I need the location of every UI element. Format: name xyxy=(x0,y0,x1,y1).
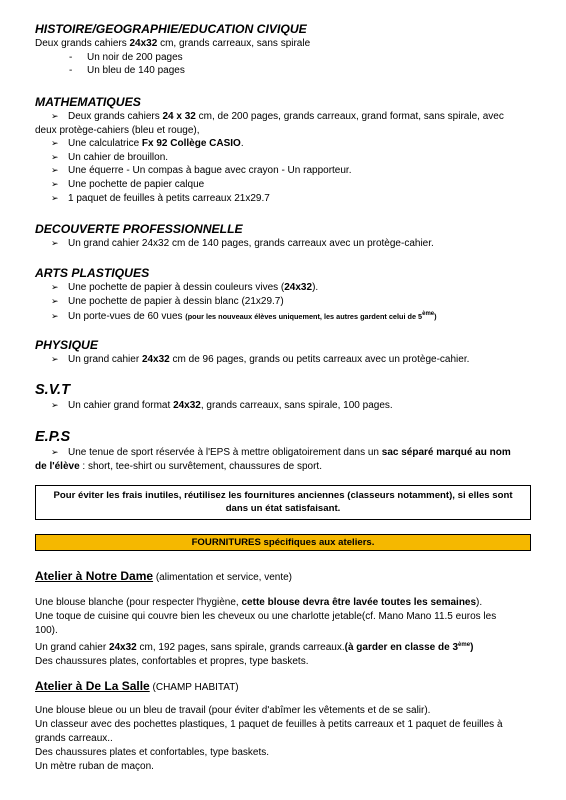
list-item xyxy=(35,51,310,65)
list-item xyxy=(35,164,504,178)
arrow-bullet-icon: ➢ xyxy=(51,311,59,322)
section-atelier-de-la-salle xyxy=(35,678,503,774)
text: . xyxy=(240,138,244,150)
section-eps xyxy=(35,428,511,473)
notice-line: Pour éviter les frais inutiles, réutilisez les fournitures anciennes (classeurs notamment), si elles sont xyxy=(53,490,513,501)
section-title: S.V.T xyxy=(35,382,70,398)
arrow-bullet-icon: ➢ xyxy=(51,295,59,306)
arrow-bullet-icon: ➢ xyxy=(51,354,59,364)
text: cm, grands carreaux, sans spirale xyxy=(157,38,311,49)
text-bold: 24x32 xyxy=(284,282,313,293)
arrow-bullet-icon: ➢ xyxy=(51,111,59,121)
section-heading xyxy=(35,678,503,696)
section-title: MATHEMATIQUES xyxy=(35,95,141,109)
section-title: HISTOIRE/GEOGRAPHIE/EDUCATION CIVIQUE xyxy=(35,22,307,36)
text: Une pochette de papier à dessin couleurs vives ( xyxy=(68,282,285,293)
text: , grands carreaux, sans spirale, 100 pages. xyxy=(200,400,393,411)
list-item xyxy=(35,353,469,367)
text: cm, 192 pages, sans spirale, grands carreaux. xyxy=(136,642,345,653)
list-item-continuation xyxy=(35,460,511,474)
list-item: Des chaussures plates et confortables, type baskets. xyxy=(35,747,270,758)
section-arts-plastiques xyxy=(35,266,437,324)
list-item xyxy=(35,638,496,655)
text-bold: 24 x 32 xyxy=(162,111,196,122)
list-item xyxy=(35,308,437,324)
text: Un bleu de 140 pages xyxy=(87,65,185,77)
text: Un grand cahier xyxy=(68,354,142,365)
list-item xyxy=(35,295,437,309)
text-bold: de l'élève xyxy=(35,460,80,472)
text-bold: 24x32 xyxy=(108,642,137,653)
list-item-continuation: grands carreaux.. xyxy=(35,733,113,744)
arrow-bullet-icon: ➢ xyxy=(51,238,59,248)
list-item xyxy=(35,192,504,206)
text-bold: sac séparé marqué au nom xyxy=(381,447,511,458)
text: Un grand cahier 24x32 cm de 140 pages, grands carreaux avec un protège-cahier. xyxy=(68,238,434,249)
section-histoire xyxy=(35,22,310,78)
text: Un porte-vues de 60 vues xyxy=(68,311,186,323)
list-item xyxy=(35,446,511,460)
list-item: Une blouse bleue ou un bleu de travail (pour éviter d'abîmer les vêtements et de se salir). xyxy=(35,705,431,716)
text-bold: cette blouse devra être lavée toutes les semaines xyxy=(241,597,477,608)
list-item xyxy=(35,37,310,51)
list-item xyxy=(35,151,504,165)
list-item xyxy=(35,178,504,192)
notice-box xyxy=(35,485,531,520)
text: Un grand cahier xyxy=(35,642,109,653)
text-note: (pour les nouveaux élèves uniquement, les autres gardent celui de 5 xyxy=(185,312,423,322)
arrow-bullet-icon: ➢ xyxy=(51,400,59,410)
text: ). xyxy=(312,282,319,293)
text: : short, tee-shirt ou survêtement, chaussures de sport. xyxy=(79,460,322,472)
text: Un cahier grand format xyxy=(68,400,174,411)
arrow-bullet-icon: ➢ xyxy=(51,192,59,203)
text: Un noir de 200 pages xyxy=(87,51,183,63)
text: Deux grands cahiers xyxy=(68,111,163,122)
text: Une équerre - Un compas à bague avec crayon - Un rapporteur. xyxy=(68,165,352,177)
workshop-supplies-banner: FOURNITURES spécifiques aux ateliers. xyxy=(35,534,531,551)
text-bold: Fx 92 Collège CASIO xyxy=(141,138,241,150)
list-item xyxy=(35,137,504,151)
text: Un cahier de brouillon. xyxy=(68,151,169,163)
text: Une tenue de sport réservée à l'EPS à mettre obligatoirement dans un xyxy=(68,447,382,458)
arrow-bullet-icon: ➢ xyxy=(51,178,59,189)
superscript: ème xyxy=(458,642,471,648)
text: 1 paquet de feuilles à petits carreaux 21x29.7 xyxy=(68,192,270,204)
list-item: Un classeur avec des pochettes plastiques, 1 paquet de feuilles à petits carreaux et 1 paquet de feuilles à xyxy=(35,719,503,730)
section-subtitle: (alimentation et service, vente) xyxy=(153,572,292,583)
list-item: Un mètre ruban de maçon. xyxy=(35,761,154,772)
section-title: PHYSIQUE xyxy=(35,338,98,352)
spacer xyxy=(35,586,496,596)
section-svt xyxy=(35,381,393,413)
section-mathematiques xyxy=(35,95,504,205)
arrow-bullet-icon: ➢ xyxy=(51,165,59,176)
section-title: DECOUVERTE PROFESSIONNELLE xyxy=(35,222,243,236)
text-bold: ) xyxy=(470,642,474,653)
superscript: ème xyxy=(422,311,435,318)
list-item xyxy=(35,281,437,295)
section-heading xyxy=(35,568,496,586)
text-bold: 24x32 xyxy=(173,400,201,411)
text: Une pochette de papier calque xyxy=(68,178,205,190)
section-title: Atelier à De La Salle xyxy=(35,679,150,693)
text-bold: 24x32 xyxy=(141,354,170,365)
list-item: Des chaussures plates, confortables et propres, type baskets. xyxy=(35,656,309,667)
section-subtitle: (CHAMP HABITAT) xyxy=(149,682,239,693)
list-item xyxy=(35,399,393,413)
dash-bullet-icon: - xyxy=(69,51,73,63)
list-item-continuation: 100). xyxy=(35,625,58,636)
section-atelier-notre-dame xyxy=(35,568,496,669)
list-item xyxy=(35,64,310,78)
section-title: ARTS PLASTIQUES xyxy=(35,266,150,280)
text-note: ) xyxy=(434,312,437,322)
arrow-bullet-icon: ➢ xyxy=(51,138,59,149)
arrow-bullet-icon: ➢ xyxy=(51,447,59,457)
text: cm de 96 pages, grands ou petits carreaux avec un protège-cahier. xyxy=(169,354,470,365)
text: cm, de 200 pages, grands carreaux, grand format, sans spirale, avec xyxy=(195,111,504,122)
list-item xyxy=(35,237,434,251)
text: Une blouse blanche (pour respecter l'hygiène, xyxy=(35,597,242,608)
text-bold: (à garder en classe de 3 xyxy=(344,642,459,653)
arrow-bullet-icon: ➢ xyxy=(51,282,59,292)
text: ). xyxy=(476,597,483,608)
list-item-continuation: deux protège-cahiers (bleu et rouge), xyxy=(35,124,200,136)
text: Une pochette de papier à dessin blanc (21x29.7) xyxy=(68,295,284,307)
text: Deux grands cahiers xyxy=(35,38,130,49)
section-title: E.P.S xyxy=(35,429,71,445)
section-decouverte xyxy=(35,222,434,251)
section-physique xyxy=(35,338,469,367)
list-item xyxy=(35,596,496,610)
notice-line: dans un état satisfaisant. xyxy=(225,503,341,514)
spacer xyxy=(35,696,503,704)
dash-bullet-icon: - xyxy=(69,65,73,77)
text-bold: 24x32 xyxy=(129,38,158,49)
text: Une calculatrice xyxy=(68,138,142,150)
list-item xyxy=(35,110,504,124)
section-title: Atelier à Notre Dame xyxy=(35,569,154,583)
list-item: Une toque de cuisine qui couvre bien les cheveux ou une charlotte jetable(cf. Mano Mano 11.5 euros les xyxy=(35,611,497,622)
arrow-bullet-icon: ➢ xyxy=(51,151,59,162)
